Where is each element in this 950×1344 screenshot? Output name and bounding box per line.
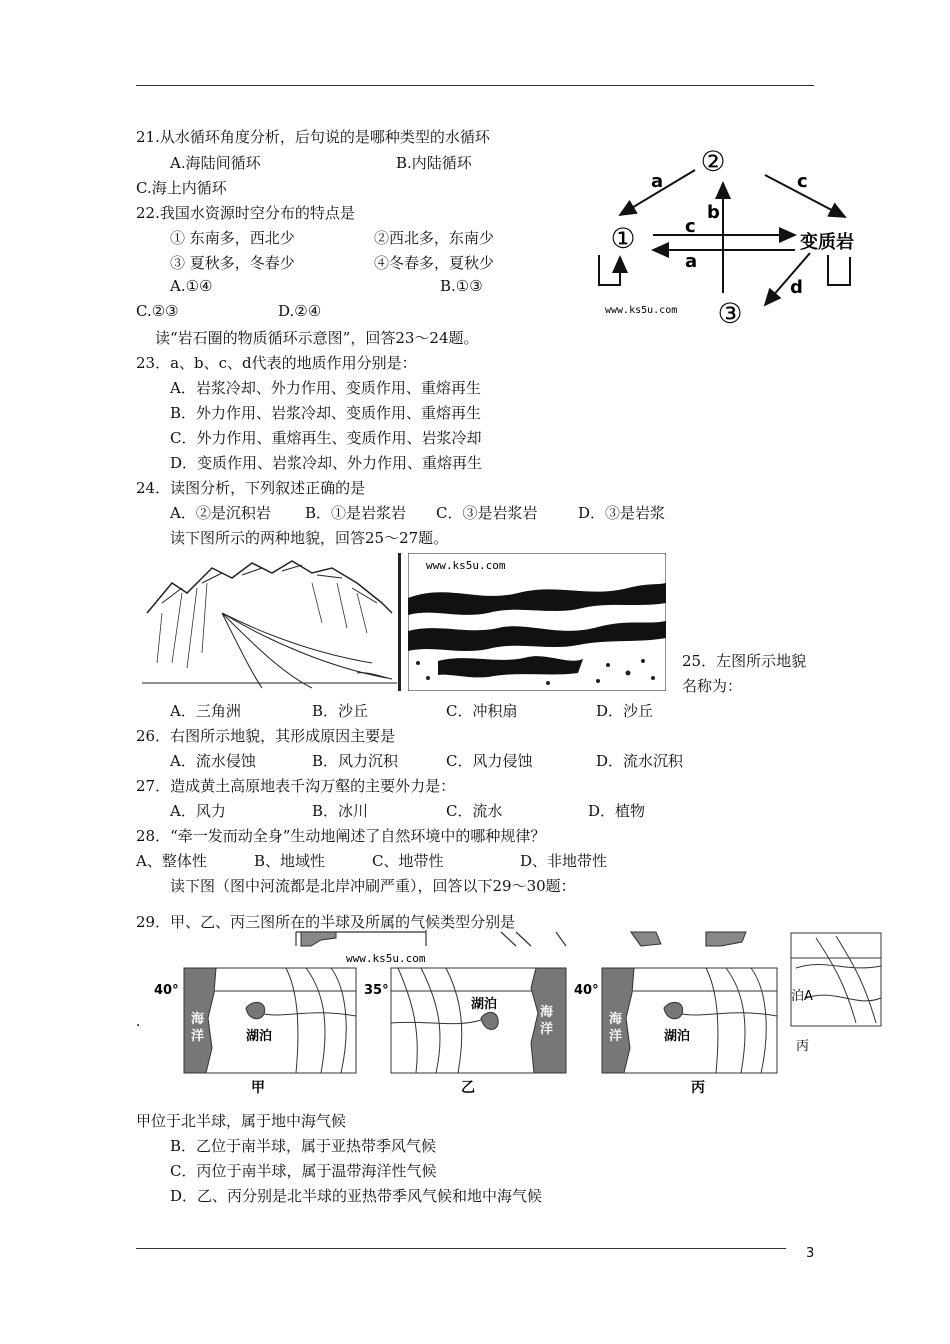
q28-option-d: D、非地带性 [520, 852, 608, 870]
q26-option-d: D．流水沉积 [596, 752, 684, 770]
q25-stem-line2: 名称为： [682, 677, 743, 695]
lat-label-bing: 40° [574, 983, 599, 998]
q23-option-b: B．外力作用、岩浆冷却、变质作用、重熔再生 [170, 404, 482, 422]
label-d: d [790, 277, 803, 298]
q24-option-d: D．③是岩浆 [578, 504, 666, 522]
footer-rule [136, 1248, 786, 1249]
q21-stem: 21.从水循环角度分析，后句说的是哪种类型的水循环 [136, 128, 490, 146]
climate-maps [136, 928, 886, 1098]
map-watermark: www.ks5u.com [346, 952, 426, 965]
q25-option-d: D．沙丘 [596, 702, 654, 720]
q22-option-b: B.①③ [440, 277, 483, 295]
q22-statement-2: ②西北多，东南少 [374, 229, 495, 247]
q22-option-a: A.①④ [170, 277, 213, 295]
q29-option-c: C．丙位于南半球，属于温带海洋性气候 [170, 1162, 437, 1180]
q23-option-d: D．变质作用、岩浆冷却、外力作用、重熔再生 [170, 454, 483, 472]
lat-label-yi: 35° [364, 983, 389, 998]
rock-watermark: www.ks5u.com [605, 305, 678, 316]
landform-watermark: www.ks5u.com [426, 559, 506, 572]
rock-cycle-diagram [585, 145, 875, 330]
panel-yi [391, 968, 566, 1073]
q24-stem: 24．读图分析，下列叙述正确的是 [136, 479, 366, 497]
map-frag-bing: 丙 [796, 1039, 810, 1054]
lake-label-yi: 湖泊 [471, 997, 498, 1012]
q26-option-a: A．流水侵蚀 [170, 752, 256, 770]
q22-statement-4: ④冬春多，夏秋少 [374, 254, 495, 272]
loop-left [599, 255, 620, 285]
loop-right [828, 255, 850, 285]
q26-option-c: C．风力侵蚀 [446, 752, 533, 770]
label-c-mid: c [685, 216, 696, 237]
q27-option-a: A．风力 [170, 802, 226, 820]
q22-statement-1: ① 东南多，西北少 [170, 229, 295, 247]
panel-bing [602, 968, 777, 1073]
q23-stem: 23．a、b、c、d代表的地质作用分别是： [136, 354, 417, 372]
q22-stem: 22.我国水资源时空分布的特点是 [136, 204, 355, 222]
intro-25-27: 读下图所示的两种地貌，回答25～27题。 [170, 529, 449, 547]
q24-option-c: C．③是岩浆岩 [436, 504, 538, 522]
q22-option-d: D.②④ [278, 302, 322, 320]
header-rule [136, 85, 814, 86]
sand-dune-sketch [408, 553, 666, 691]
label-a-left: a [651, 171, 664, 192]
ocean-label-yi-2: 洋 [540, 1022, 554, 1037]
q23-option-a: A．岩浆冷却、外力作用、变质作用、重熔再生 [170, 379, 481, 397]
ocean-label-bing: 海 [609, 1012, 623, 1027]
panel-label-yi: 乙 [461, 1080, 475, 1096]
landform-divider [398, 553, 401, 691]
lat-label-jia: 40° [154, 983, 179, 998]
q29-option-b: B．乙位于南半球，属于亚热带季风气候 [170, 1137, 437, 1155]
q27-option-b: B．冰川 [312, 802, 369, 820]
label-a-mid: a [685, 251, 698, 272]
q22-statement-3: ③ 夏秋多，冬春少 [170, 254, 295, 272]
q26-option-b: B．风力沉积 [312, 752, 399, 770]
q25-option-a: A．三角洲 [170, 702, 241, 720]
arrow-d [765, 253, 810, 305]
lake-label-jia: 湖泊 [246, 1029, 273, 1044]
q23-option-c: C．外力作用、重熔再生、变质作用、岩浆冷却 [170, 429, 482, 447]
rock-node-1: ① [610, 222, 636, 255]
rock-node-3: ③ [717, 297, 743, 330]
label-c-right: c [797, 171, 808, 192]
alluvial-fan-sketch [142, 553, 397, 691]
q29-stem: 29．甲、乙、丙三图所在的半球及所属的气候类型分别是 [136, 913, 516, 931]
ocean-label-jia: 海 [191, 1012, 205, 1027]
q24-option-b: B．①是岩浆岩 [305, 504, 407, 522]
q25-option-c: C．冲积扇 [446, 702, 518, 720]
page-number: 3 [806, 1246, 815, 1261]
q28-option-c: C、地带性 [372, 852, 444, 870]
q28-option-a: A、整体性 [136, 852, 207, 870]
q22-option-c: C.②③ [136, 302, 179, 320]
q27-option-d: D．植物 [588, 802, 646, 820]
panel-label-jia: 甲 [251, 1080, 265, 1096]
q21-option-b: B.内陆循环 [396, 154, 472, 172]
q29-option-d: D．乙、丙分别是北半球的亚热带季风气候和地中海气候 [170, 1187, 543, 1205]
intro-23-24: 读“岩石圈的物质循环示意图”，回答23～24题。 [155, 329, 479, 347]
q26-stem: 26．右图所示地貌，其形成原因主要是 [136, 727, 396, 745]
q27-stem: 27．造成黄土高原地表千沟万壑的主要外力是： [136, 777, 456, 795]
panel-label-bing: 丙 [691, 1080, 705, 1096]
map-frag-lake: 泊A [791, 989, 813, 1004]
rock-metamorphic: 变质岩 [800, 232, 854, 253]
ocean-label-bing-2: 洋 [609, 1029, 623, 1044]
q28-stem: 28．“牵一发而动全身”生动地阐述了自然环境中的哪种规律？ [136, 827, 546, 845]
map-dot: . [136, 1014, 141, 1030]
panel-jia [184, 968, 356, 1073]
lake-label-bing: 湖泊 [664, 1029, 691, 1044]
q24-option-a: A．②是沉积岩 [170, 504, 271, 522]
ocean-label-yi: 海 [540, 1005, 554, 1020]
q28-option-b: B、地域性 [254, 852, 326, 870]
q25-stem-line1: 25．左图所示地貌 [682, 652, 807, 670]
q27-option-c: C．流水 [446, 802, 503, 820]
ocean-label-jia-2: 洋 [191, 1029, 205, 1044]
q21-option-c: C.海上内循环 [136, 179, 227, 197]
q29-option-a: 甲位于北半球，属于地中海气候 [136, 1112, 347, 1130]
q21-option-a: A.海陆间循环 [170, 154, 261, 172]
rock-node-2: ② [700, 145, 726, 178]
q25-option-b: B．沙丘 [312, 702, 369, 720]
label-b: b [707, 202, 720, 223]
intro-29-30: 读下图（图中河流都是北岸冲刷严重），回答以下29～30题： [170, 877, 576, 895]
